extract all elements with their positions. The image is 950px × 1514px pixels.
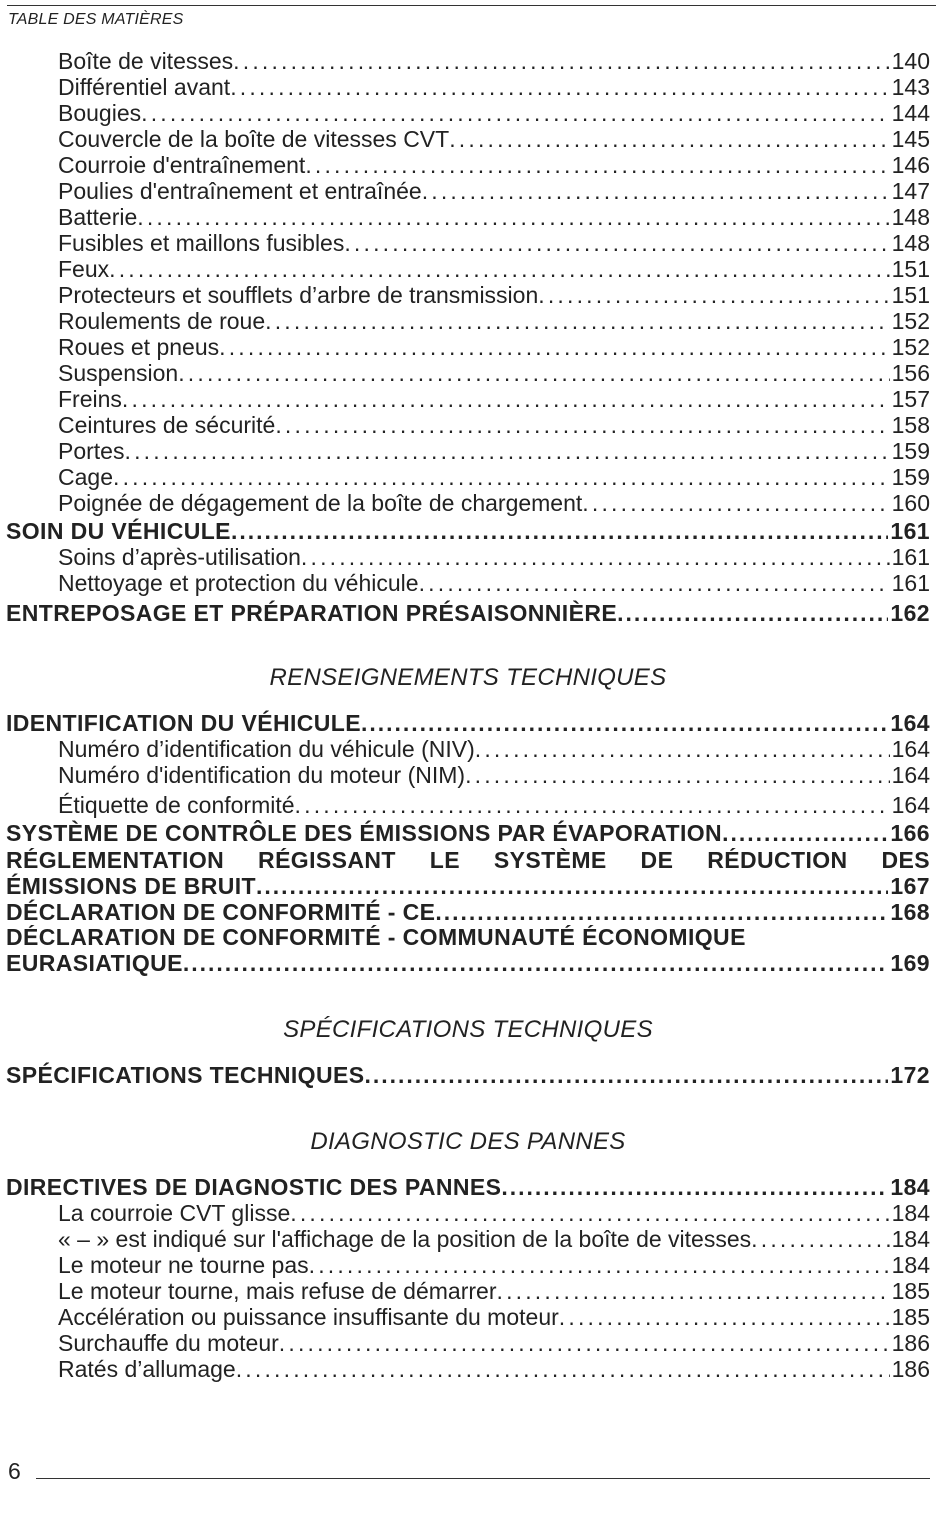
toc-item-page: 151 [891, 256, 930, 282]
toc-item-title: Le moteur tourne, mais refuse de démarrer [58, 1278, 497, 1304]
toc-chapter-page: 161 [890, 518, 930, 544]
toc-item[interactable] [6, 74, 930, 100]
toc-item-title: Numéro d'identification du moteur (NIM) [58, 762, 466, 788]
toc-chapter-title: DIRECTIVES DE DIAGNOSTIC DES PANNES [6, 1174, 502, 1200]
toc-item[interactable] [6, 308, 930, 334]
dot-leader [137, 204, 889, 230]
toc-item-page: 148 [891, 230, 930, 256]
toc-chapter-identification[interactable] [6, 710, 930, 736]
toc-item[interactable] [6, 360, 930, 386]
toc-item-title: Roues et pneus [58, 334, 220, 360]
toc-item-page: 159 [891, 438, 930, 464]
toc-chapter-title: DÉCLARATION DE CONFORMITÉ - CE [6, 899, 436, 925]
toc-item[interactable] [6, 1226, 930, 1252]
dot-leader [295, 792, 890, 818]
toc-chapter-title: ENTREPOSAGE ET PRÉPARATION PRÉSAISONNIÈRE [6, 600, 618, 626]
toc-chapter-bruit-line1[interactable]: RÉGLEMENTATION RÉGISSANT LE SYSTÈME DE RÉDUCTION DES [6, 848, 930, 873]
toc-item[interactable] [6, 100, 930, 126]
toc-item-page: 148 [891, 204, 930, 230]
dot-leader [219, 334, 890, 360]
toc-item-title: Bougies [58, 100, 142, 126]
toc-item-title: Boîte de vitesses [58, 48, 234, 74]
toc-item-page: 156 [891, 360, 930, 386]
toc-chapter-entreposage[interactable] [6, 600, 930, 626]
toc-chapter-specifications[interactable] [6, 1062, 930, 1088]
dot-leader [475, 736, 890, 762]
toc-item-title: Fusibles et maillons fusibles [58, 230, 345, 256]
toc-item-title: Surchauffe du moteur [58, 1330, 279, 1356]
toc-item[interactable] [6, 490, 930, 516]
toc-chapter-page: 172 [890, 1062, 930, 1088]
toc-item-title: Cage [58, 464, 113, 490]
toc-item-page: 152 [891, 308, 930, 334]
toc-chapter-page: 162 [890, 600, 930, 626]
dot-leader [290, 1200, 889, 1226]
dot-leader [178, 360, 889, 386]
toc-item-page: 161 [891, 544, 930, 570]
toc-item-title: Différentiel avant [58, 74, 231, 100]
dot-leader [183, 950, 889, 976]
toc-item-title: Suspension [58, 360, 179, 386]
toc-item-title: Roulements de roue [58, 308, 266, 334]
dot-leader [422, 178, 890, 204]
dot-leader [722, 820, 888, 846]
dot-leader [113, 464, 890, 490]
toc-item[interactable] [6, 1304, 930, 1330]
toc-item-title: Accélération ou puissance insuffisante du moteur [58, 1304, 559, 1330]
toc-item-page: 164 [891, 762, 930, 788]
header-rule [7, 5, 936, 6]
dot-leader [582, 490, 889, 516]
toc-item-page: 157 [891, 386, 930, 412]
toc-item[interactable] [6, 438, 930, 464]
toc-chapter-soin[interactable] [6, 518, 930, 544]
toc-item[interactable] [6, 178, 930, 204]
toc-chapter-title: IDENTIFICATION DU VÉHICULE [6, 710, 361, 736]
dot-leader [122, 386, 890, 412]
toc-item[interactable] [6, 792, 930, 818]
toc-chapter-bruit[interactable] [6, 873, 930, 899]
toc-item[interactable] [6, 412, 930, 438]
toc-chapter-page: 164 [890, 710, 930, 736]
toc-item-title: Poulies d'entraînement et entraînée [58, 178, 422, 204]
toc-item-title: Nettoyage et protection du véhicule [58, 570, 419, 596]
toc-item[interactable] [6, 230, 930, 256]
toc-item-title: Feux [58, 256, 110, 282]
toc-item-page: 185 [891, 1304, 930, 1330]
toc-item-page: 140 [891, 48, 930, 74]
toc-item[interactable] [6, 736, 930, 762]
toc-chapter-title: SOIN DU VÉHICULE [6, 518, 231, 544]
section-heading-specifications: SPÉCIFICATIONS TECHNIQUES [283, 1016, 653, 1043]
toc-item[interactable] [6, 152, 930, 178]
dot-leader [305, 152, 889, 178]
toc-chapter-page: 184 [890, 1174, 930, 1200]
toc-subitems-maintenance [6, 48, 930, 516]
dot-leader [435, 899, 888, 925]
toc-item[interactable] [6, 256, 930, 282]
dot-leader [109, 256, 889, 282]
toc-chapter-page: 166 [890, 820, 930, 846]
toc-item[interactable] [6, 1356, 930, 1382]
dot-leader [344, 230, 889, 256]
dot-leader [141, 100, 890, 126]
dot-leader [751, 1226, 889, 1252]
toc-item-title: Freins [58, 386, 122, 412]
toc-item-title: Protecteurs et soufflets d’arbre de transmission [58, 282, 539, 308]
toc-item[interactable] [6, 1200, 930, 1226]
dot-leader [275, 412, 889, 438]
toc-item-page: 186 [891, 1330, 930, 1356]
toc-item-page: 144 [891, 100, 930, 126]
toc-item-title: Portes [58, 438, 125, 464]
toc-item-page: 151 [891, 282, 930, 308]
toc-item-page: 185 [891, 1278, 930, 1304]
section-heading-diagnostic: DIAGNOSTIC DES PANNES [310, 1128, 626, 1155]
toc-item[interactable] [6, 1252, 930, 1278]
toc-item[interactable] [6, 1330, 930, 1356]
toc-item-page: 161 [891, 570, 930, 596]
dot-leader [279, 1330, 890, 1356]
toc-chapter-evaporation[interactable] [6, 820, 930, 846]
toc-chapter-title: EURASIATIQUE [6, 950, 183, 976]
toc-item-page: 147 [891, 178, 930, 204]
dot-leader [496, 1278, 889, 1304]
toc-item-page: 164 [891, 792, 930, 818]
toc-item-title: Courroie d'entraînement [58, 152, 306, 178]
toc-item-title: Étiquette de conformité [58, 792, 295, 818]
toc-item-page: 164 [891, 736, 930, 762]
toc-item-page: 145 [891, 126, 930, 152]
toc-item-page: 143 [891, 74, 930, 100]
dot-leader [361, 710, 888, 736]
toc-chapter-page: 167 [890, 873, 930, 899]
toc-item[interactable] [6, 282, 930, 308]
toc-item-title: Ratés d’allumage [58, 1356, 236, 1382]
toc-item-title: Batterie [58, 204, 138, 230]
toc-item-title: « – » est indiqué sur l'affichage de la position de la boîte de vitesses [58, 1226, 752, 1252]
dot-leader [301, 544, 890, 570]
toc-item-title: Ceintures de sécurité [58, 412, 276, 438]
dot-leader [617, 600, 888, 626]
toc-item[interactable] [6, 126, 930, 152]
section-heading-renseignements: RENSEIGNEMENTS TECHNIQUES [269, 664, 667, 691]
toc-item[interactable] [6, 762, 930, 788]
dot-leader [465, 762, 890, 788]
toc-item[interactable] [6, 570, 930, 596]
toc-item-page: 158 [891, 412, 930, 438]
toc-item-page: 146 [891, 152, 930, 178]
toc-item-title: Le moteur ne tourne pas [58, 1252, 309, 1278]
toc-item-page: 184 [891, 1252, 930, 1278]
page-number: 6 [8, 1458, 21, 1484]
toc-chapter-eurasiatique[interactable] [6, 950, 930, 976]
dot-leader [233, 48, 889, 74]
toc-item[interactable] [6, 204, 930, 230]
toc-chapter-title: SYSTÈME DE CONTRÔLE DES ÉMISSIONS PAR ÉVAPORATION [6, 820, 723, 846]
dot-leader [449, 126, 889, 152]
toc-item[interactable] [6, 544, 930, 570]
toc-item[interactable] [6, 48, 930, 74]
dot-leader [124, 438, 889, 464]
toc-chapter-title: SPÉCIFICATIONS TECHNIQUES [6, 1062, 365, 1088]
toc-chapter-ce[interactable] [6, 899, 930, 925]
toc-item-title: Soins d’après-utilisation [58, 544, 301, 570]
dot-leader [256, 873, 888, 899]
toc-item-page: 184 [891, 1226, 930, 1252]
toc-item[interactable] [6, 386, 930, 412]
dot-leader [309, 1252, 890, 1278]
toc-item-page: 160 [891, 490, 930, 516]
dot-leader [236, 1356, 890, 1382]
toc-item-title: Numéro d’identification du véhicule (NIV) [58, 736, 475, 762]
toc-chapter-page: 168 [890, 899, 930, 925]
toc-chapter-title: ÉMISSIONS DE BRUIT [6, 873, 257, 899]
toc-chapter-eurasiatique-line1[interactable]: DÉCLARATION DE CONFORMITÉ - COMMUNAUTÉ ÉCONOMIQUE [6, 925, 746, 950]
toc-item-page: 186 [891, 1356, 930, 1382]
toc-item-page: 184 [891, 1200, 930, 1226]
toc-item[interactable] [6, 1278, 930, 1304]
toc-chapter-diagnostic[interactable] [6, 1174, 930, 1200]
dot-leader [419, 570, 890, 596]
dot-leader [265, 308, 890, 334]
dot-leader [231, 518, 888, 544]
footer-rule [36, 1478, 930, 1479]
toc-item[interactable] [6, 464, 930, 490]
toc-item-title: La courroie CVT glisse [58, 1200, 291, 1226]
toc-item-page: 159 [891, 464, 930, 490]
toc-item-page: 152 [891, 334, 930, 360]
dot-leader [538, 282, 889, 308]
table-of-contents [6, 48, 930, 1382]
dot-leader [230, 74, 889, 100]
dot-leader [559, 1304, 890, 1330]
toc-item-title: Poignée de dégagement de la boîte de chargement [58, 490, 583, 516]
dot-leader [364, 1062, 888, 1088]
toc-chapter-page: 169 [890, 950, 930, 976]
toc-item-title: Couvercle de la boîte de vitesses CVT [58, 126, 450, 152]
dot-leader [501, 1174, 888, 1200]
running-header: TABLE DES MATIÈRES [8, 11, 184, 28]
toc-item[interactable] [6, 334, 930, 360]
